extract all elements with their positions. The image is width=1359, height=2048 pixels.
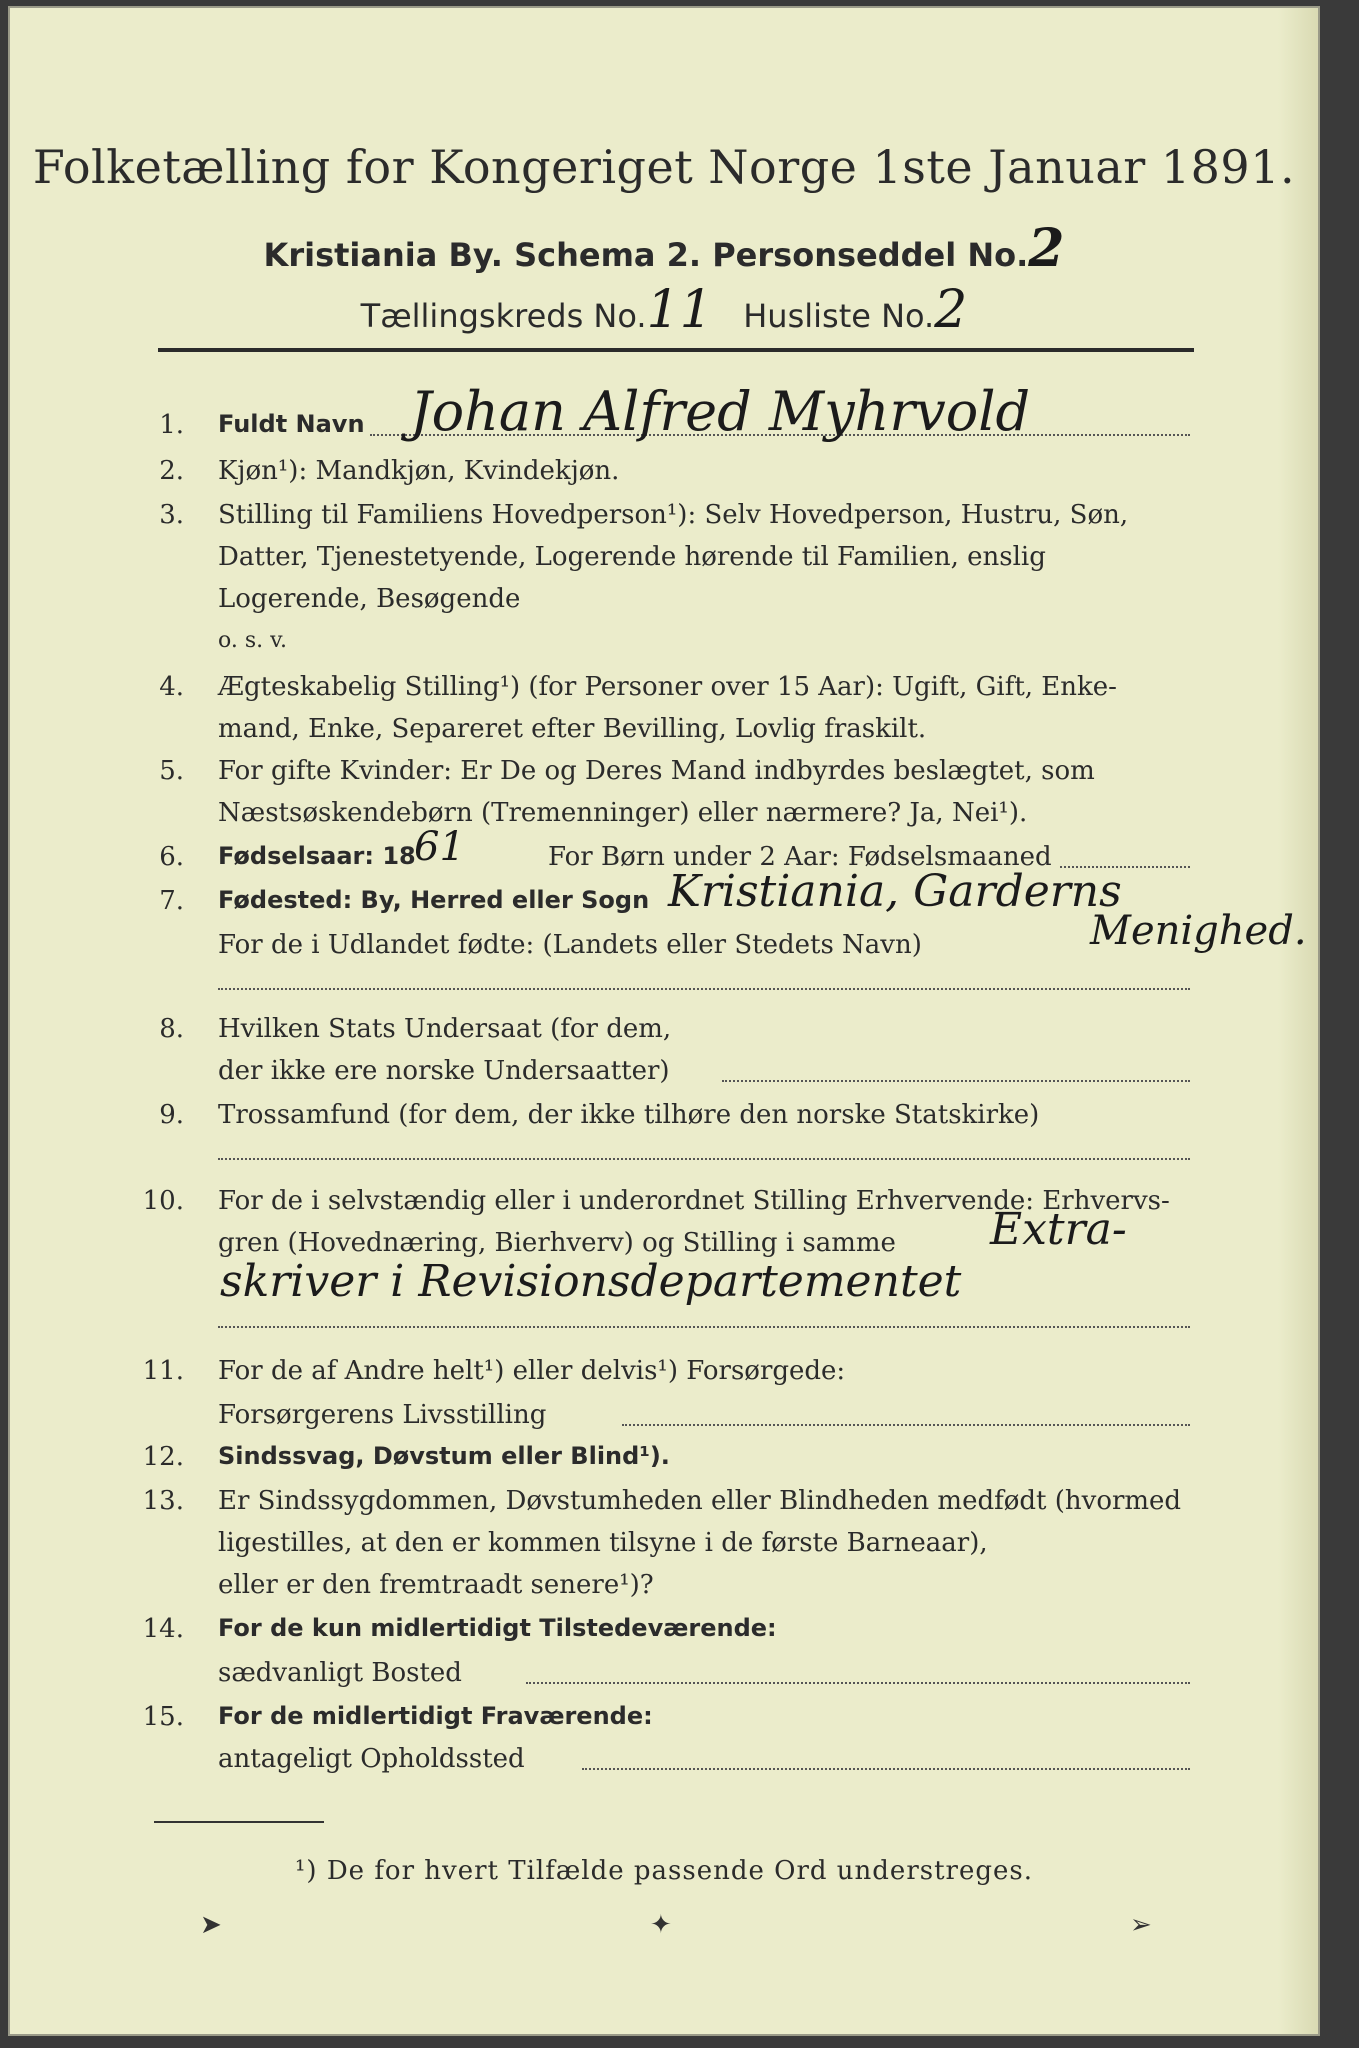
item-14-line-2: sædvanligt Bosted — [218, 1658, 462, 1688]
handwritten-birthplace: Kristiania, Garderns — [668, 866, 1122, 917]
item-3-line-4: o. s. v. — [218, 628, 287, 653]
registration-mark-icon: ➤ — [200, 1910, 222, 1940]
item-4-line-2: mand, Enke, Separeret efter Bevilling, Lovlig fraskilt. — [218, 714, 927, 744]
item-6-line-2: For Børn under 2 Aar: Fødselsmaaned — [548, 842, 1052, 872]
handwritten-birth-year: 61 — [414, 824, 465, 870]
item-13-line-2: ligestilles, at den er kommen tilsyne i de første Barneaar), — [218, 1528, 988, 1558]
household-number: 2 — [934, 280, 968, 340]
dotted-line — [218, 988, 1190, 990]
personseddel-number: 2 — [1028, 218, 1065, 279]
handwritten-occupation-2: skriver i Revisionsdepartementet — [220, 1256, 962, 1307]
handwritten-name: Johan Alfred Myhrvold — [410, 380, 1031, 443]
census-form: Folketælling for Kongeriget Norge 1ste Januar 1891. Kristiania By. Schema 2. Personseddel No.2 Tællingskreds No.11 Husliste No.2 1. Fuldt Navn Johan Alfred Myhrvold 2. Kjøn¹): Mandkjøn, Kvindekjøn. 3. Stilling til Familiens Hovedperson¹): Selv Hovedperson, Hustru, Søn, Datter, Tjenestetyende, Logerende hørende til Familien, enslig Logerende, Besøgende o. s. v. 4. Ægteskabelig Stilling¹) (for Personer over 15 Aar): Ugift, Gift, Enke- mand, Enke, Separeret efter Bevilling, Lovlig fraskilt. 5. For gifte Kvinder: Er De og Deres Mand indbyrdes beslægtet, som Næstsøskendebørn (Tremenninger) eller nærmere? Ja, Nei¹). 6. Fødselsaar: 18 61 For Børn under 2 Aar: Fødselsmaaned 7. Fødested: By, Herred eller Sogn Kristiania, Garderns For de i Udlandet fødte: (Landets eller Stedets Navn) Menighed. 8. Hvilken Stats Undersaat (for dem, der ikke ere norske Undersaatter) 9. Trossamfund (for dem, der ikke tilhøre den norske Statskirke) 10. For de i selvstændig eller i underordnet Stilling Erhvervende: Erhvervs- gren (Hovednæring, Bierhverv) og Stilling i samme Extra- skriver i Revisionsdepartementet 11. For de af Andre helt¹) eller delvis¹) Forsørgede: Forsørgerens Livsstilling 12. Sindssvag, Døvstum eller Blind¹). 13. Er Sindssygdommen, Døvstumheden eller Blindheden medfødt (hvormed ligestilles, at den er kommen tilsyne i de første Barneaar), eller er den fremtraadt senere¹)? 14. For de kun midlertidigt Tilstedeværende: sædvanligt Bosted 15. For de midlertidigt Fraværende: antageligt Opholdssted ¹) De for hvert Tilfælde passende Ord understreges. ➤ ✦ ➢ — [8, 6, 1320, 2036]
item-10-line-2: gren (Hovednæring, Bierhverv) og Stilling i samme — [218, 1228, 896, 1258]
dotted-line — [722, 1080, 1190, 1082]
dotted-line — [582, 1768, 1190, 1770]
item-3-line-3: Logerende, Besøgende — [218, 584, 521, 614]
item-15-line-2: antageligt Opholdssted — [218, 1744, 525, 1774]
dotted-line — [622, 1424, 1190, 1426]
item-8-line-2: der ikke ere norske Undersaatter) — [218, 1056, 670, 1086]
item-5-line-2: Næstsøskendebørn (Tremenninger) eller nærmere? Ja, Nei¹). — [218, 798, 1028, 828]
form-district-line: Tællingskreds No.11 Husliste No.2 — [360, 280, 968, 340]
footnote-rule — [154, 1821, 324, 1823]
handwritten-parish: Menighed. — [1090, 908, 1307, 954]
handwritten-occupation-1: Extra- — [990, 1204, 1127, 1255]
header-rule — [158, 348, 1194, 352]
form-subtitle: Kristiania By. Schema 2. Personseddel No.2 — [263, 218, 1065, 279]
item-13-line-3: eller er den fremtraadt senere¹)? — [218, 1570, 654, 1600]
dotted-line — [218, 1158, 1190, 1160]
dotted-line — [526, 1682, 1190, 1684]
item-11-line-2: Forsørgerens Livsstilling — [218, 1400, 547, 1430]
district-number: 11 — [646, 280, 713, 340]
footnote: ¹) De for hvert Tilfælde passende Ord understreges. — [294, 1856, 1033, 1886]
dotted-line — [218, 1326, 1190, 1328]
registration-mark-icon: ✦ — [650, 1910, 672, 1940]
item-7-line-2: For de i Udlandet fødte: (Landets eller Stedets Navn) — [218, 930, 922, 960]
registration-mark-icon: ➢ — [1130, 1910, 1152, 1940]
item-3-line-2: Datter, Tjenestetyende, Logerende hørende til Familien, enslig — [218, 542, 1046, 572]
form-title: Folketælling for Kongeriget Norge 1ste Januar 1891. — [32, 140, 1296, 194]
